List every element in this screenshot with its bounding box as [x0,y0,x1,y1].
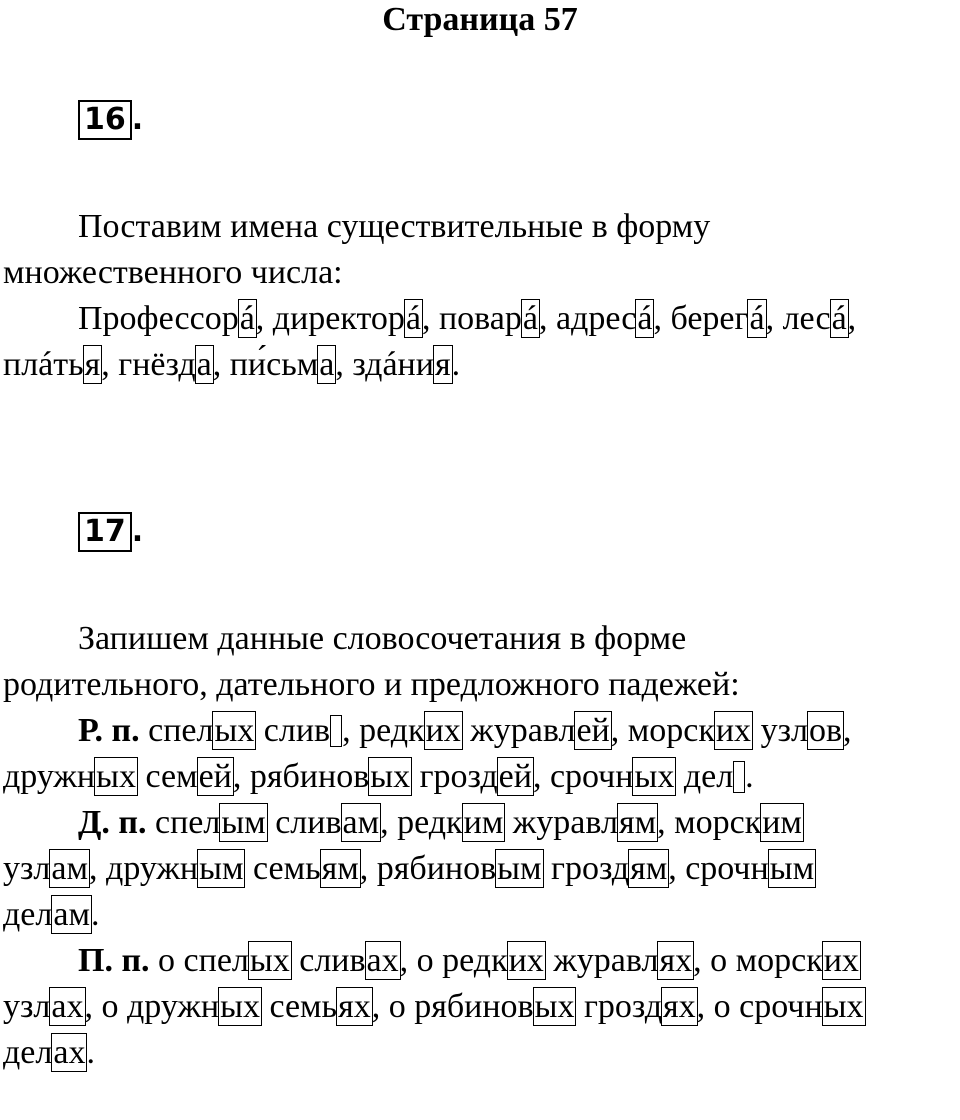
word-part: о [101,988,119,1025]
ending-box: ам [342,804,380,841]
ending-box: ых [634,758,675,795]
word-separator: , [101,346,119,383]
dp-line2: узлам, дружным семьям, рябиновым гроздям, срочным [3,850,815,887]
word-part: сем [145,758,198,795]
ending-box: ым [497,850,542,887]
task-number-box: 16 [78,100,132,140]
ending-box: ам [53,896,90,933]
task16-words-line2 [3,342,958,388]
task16-text [3,204,958,388]
word-part: рябинов [376,850,497,887]
pp-line2: узлах, о дружных семьях, о рябиновых гроздях, о срочных [3,988,864,1025]
word-stem: гнёзд [118,346,196,383]
word-separator: , [255,300,273,337]
ending-box: ям [630,850,668,887]
dp-line1: Д. п. спелым сливам, редким журавлям, морским [78,804,802,841]
task-number-dot: . [131,102,144,137]
ending-box: á [637,300,653,337]
dp-line3: делам. [3,896,100,933]
ending-box: а [319,346,335,383]
word-part: о [710,942,728,979]
ending-box: им [463,804,504,841]
ending-box: ых [220,988,260,1025]
empty-ending-box [733,761,745,793]
task16-intro-line1: Поставим имена существительные в форму [78,208,711,245]
word-separator: , [421,300,439,337]
rp-label: Р. п. [78,712,140,749]
word-separator: . [451,346,461,383]
ending-box: их [823,942,859,979]
empty-ending-box [330,715,342,747]
ending-box: á [522,300,538,337]
word-part: о [158,942,176,979]
ending-box: ых [249,942,290,979]
word-stem: адрес [555,300,637,337]
ending-box: ам [51,850,89,887]
pp-line3: делах. [3,1034,95,1071]
word-part: срочн [739,988,823,1025]
word-part: морск [627,712,715,749]
ending-box: я [84,346,101,383]
word-part: слив [299,942,366,979]
word-part: узл [3,988,51,1025]
task17-intro-line1: Запишем данные словосочетания в форме [78,620,687,657]
word-part: грозд [551,850,630,887]
rp-line1: Р. п. спелых слив , редких журавлей, морских узлов, [78,712,852,749]
word-part: дел [3,896,53,933]
word-part: рябинов [414,988,534,1025]
ending-box: á [831,300,847,337]
word-part: о [416,942,434,979]
task17-text [3,616,958,1076]
ending-box: ых [96,758,136,795]
word-part: морск [674,804,762,841]
word-part: дружн [106,850,199,887]
word-part: спел [148,712,214,749]
word-stem: здáни [352,346,434,383]
word-part: журавл [553,942,659,979]
task17-intro-line2: родительного, дательного и предложного падежей: [3,666,740,703]
word-separator: , [538,300,556,337]
word-part: спел [183,942,249,979]
word-part: спел [154,804,221,841]
ending-box: я [434,346,451,383]
word-part: дел [683,758,734,795]
task-number-box: 17 [78,512,132,552]
ending-box: ах [366,942,399,979]
task16-intro-line2: множественного числа: [3,254,343,291]
ending-box: ов [808,712,843,749]
word-stem: директор [272,300,405,337]
ending-box: ых [214,712,255,749]
ending-box: ей [498,758,532,795]
word-part: о [713,988,731,1025]
ending-box: их [508,942,544,979]
ending-box: ах [51,988,84,1025]
ending-box: им [762,804,802,841]
word-part: редк [397,804,463,841]
task16-words-line1 [3,296,958,342]
ending-box: ях [663,988,696,1025]
word-separator: , [847,300,857,337]
rp-line2: дружных семей, рябиновых гроздей, срочных дел . [3,758,754,795]
word-part: семь [252,850,321,887]
pp-line1: П. п. о спелых сливах, о редких журавлях, о морских [78,942,859,979]
pp-label: П. п. [78,942,150,979]
ending-box: а [196,346,212,383]
word-separator: , [765,300,783,337]
task-number-dot: . [131,514,144,549]
word-part: дел [3,1034,53,1071]
ending-box: ям [618,804,657,841]
ending-box: ых [823,988,864,1025]
word-separator: , [335,346,353,383]
word-part: слив [263,712,331,749]
ending-box: ым [199,850,244,887]
word-part: рябинов [249,758,370,795]
word-stem: повар [438,300,522,337]
ending-box: ям [321,850,359,887]
word-part: узл [3,850,51,887]
word-part: редк [359,712,425,749]
ending-box: ей [576,712,610,749]
word-part: узл [760,712,808,749]
page-title: Страница 57 [382,1,578,38]
ending-box: á [239,300,255,337]
word-part: срочн [549,758,634,795]
word-stem: плáть [3,346,84,383]
ending-box: ым [221,804,266,841]
word-stem: берег [670,300,749,337]
ending-box: их [715,712,752,749]
task-number-16 [78,100,143,140]
word-separator: , [653,300,671,337]
word-part: дружн [3,758,96,795]
word-part: грозд [419,758,498,795]
ending-box: их [425,712,461,749]
task-number-17 [78,512,143,552]
dp-label: Д. п. [78,804,147,841]
word-stem: Профессор [78,300,239,337]
ending-box: ях [659,942,693,979]
word-part: дружн [127,988,220,1025]
ending-box: ей [198,758,232,795]
ending-box: ым [769,850,815,887]
ending-box: ых [370,758,411,795]
word-part: слив [275,804,342,841]
word-part: семь [269,988,338,1025]
ending-box: á [405,300,421,337]
word-part: редк [442,942,508,979]
ending-box: á [749,300,765,337]
ending-box: ых [534,988,575,1025]
word-part: о [388,988,406,1025]
word-separator: , [212,346,230,383]
word-part: журавл [470,712,576,749]
word-stem: лес [782,300,831,337]
word-part: срочн [685,850,769,887]
word-stem: пи́сьм [229,346,319,383]
word-part: журавл [512,804,618,841]
word-part: грозд [583,988,662,1025]
ending-box: ах [53,1034,86,1071]
ending-box: ях [338,988,371,1025]
word-part: морск [735,942,823,979]
